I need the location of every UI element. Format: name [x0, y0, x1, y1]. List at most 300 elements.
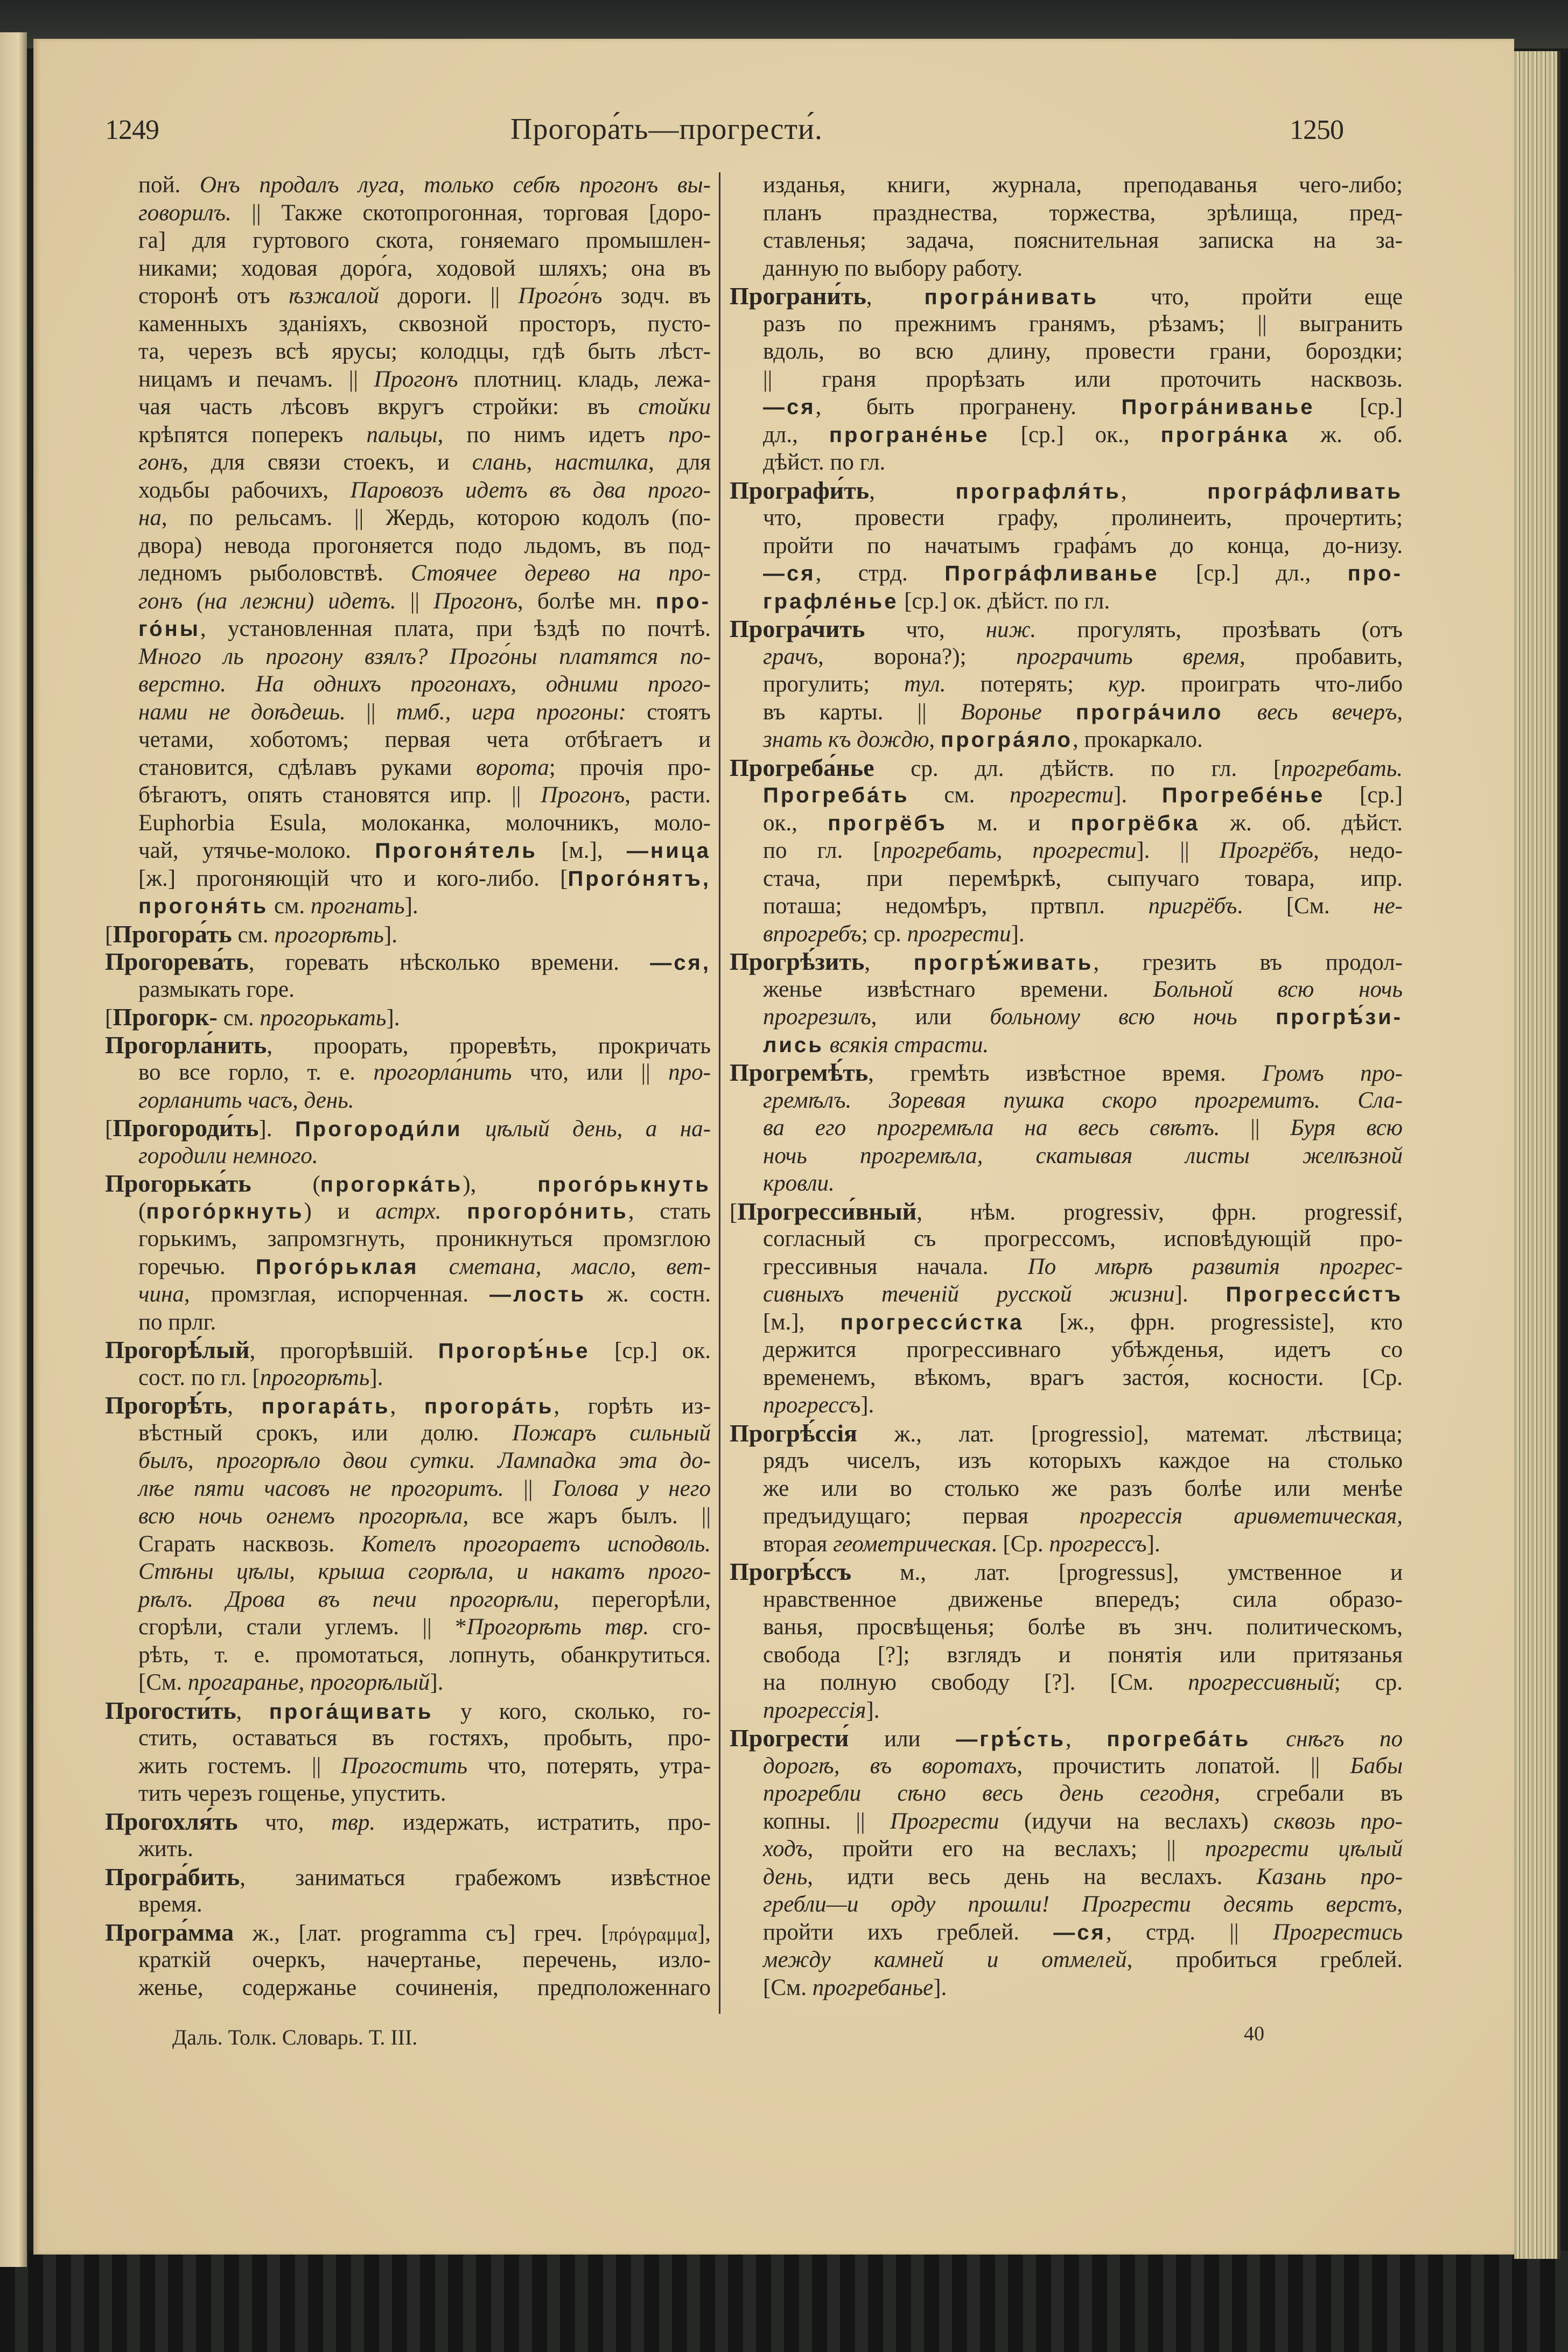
text: что, или ||: [512, 1060, 669, 1085]
italic-text: сквозь про-: [1273, 1808, 1403, 1834]
italic-text: прогорѣть: [260, 1364, 370, 1390]
text: по прлг.: [138, 1309, 216, 1335]
entry-line: [105, 559, 711, 587]
text: , нѣм. progressiv, фрн. progressif,: [916, 1199, 1403, 1225]
entry-line: [730, 1891, 1403, 1919]
headword: Прогресси́вный: [737, 1197, 917, 1225]
entry-line: [730, 421, 1403, 449]
italic-text: сметана, масло, вет-: [449, 1254, 711, 1279]
headword: Прогорева́ть: [105, 948, 249, 975]
text: предъидущаго; первая: [763, 1503, 1080, 1529]
italic-text: Прогонъ: [433, 588, 518, 614]
entry-start-line: [105, 1697, 711, 1725]
italic-text: Прогонъ: [541, 782, 625, 808]
entry-line: [105, 310, 711, 338]
italic-text: прогорькать: [260, 1005, 387, 1031]
text: ].: [386, 1005, 400, 1031]
entry-line: [730, 1253, 1403, 1281]
text: [ср.]: [1314, 394, 1403, 419]
italic-text: По мѣрѣ развитiя прогрес-: [1027, 1254, 1403, 1279]
text: рѣть, т. е. промотаться, лопнуть, обанкрутиться.: [138, 1642, 711, 1668]
entry-line: [730, 1031, 1403, 1059]
bold-form: Прогресси́стъ: [1226, 1283, 1403, 1306]
italic-text: лѣе пяти часовъ не прогоритъ.: [138, 1475, 504, 1501]
text: ,: [390, 1394, 424, 1419]
text: , пробавить,: [1240, 643, 1403, 669]
entry-line: [105, 1586, 711, 1614]
bold-form: —ся,: [650, 951, 711, 975]
italic-text: Прогрестись: [1272, 1919, 1403, 1945]
entry-start-line: [730, 1558, 1403, 1586]
text: ходьбы рабочихъ,: [138, 477, 351, 503]
bold-form: програ́фливать: [1207, 479, 1403, 503]
entry-start-line: [105, 1114, 711, 1142]
entry-line: [105, 1530, 711, 1558]
text: , недо-: [1313, 838, 1403, 863]
bold-form: програне́нье: [829, 423, 990, 447]
text: [м.],: [537, 838, 627, 863]
text: см.: [909, 782, 1010, 808]
bold-form: прогрёбка: [1070, 811, 1200, 835]
headword: Програ́мма: [105, 1918, 234, 1946]
text: , прогорѣвшiй.: [249, 1338, 438, 1363]
text: горечью.: [138, 1254, 256, 1279]
entry-line: [730, 1142, 1403, 1170]
entry-line: [730, 1170, 1403, 1198]
text: . [См.: [1237, 893, 1374, 919]
italic-text: астрх.: [375, 1198, 442, 1224]
entry-line: [730, 255, 1403, 283]
text: дл.,: [763, 422, 829, 447]
bold-form: прогрѣ́зи-: [1275, 1005, 1403, 1029]
italic-text: Громъ про-: [1262, 1061, 1403, 1086]
italic-text: про-: [668, 1060, 711, 1085]
text: , стрд. ||: [1105, 1919, 1273, 1945]
italic-text: дорогѣ, въ воротахъ: [763, 1753, 1017, 1779]
italic-text: слань: [472, 450, 527, 475]
text: ) и: [304, 1198, 376, 1224]
italic-text: на: [138, 505, 162, 530]
entry-line: [105, 1419, 711, 1447]
text: ].: [1114, 782, 1162, 808]
text: свобода [?]; взглядъ и понятiя или притязанья: [763, 1642, 1403, 1668]
entry-line: [105, 449, 711, 477]
text: ].: [933, 1975, 947, 2000]
entry-line: [730, 865, 1403, 893]
text: размыкать горе.: [138, 976, 295, 1002]
entry-line: [105, 1891, 711, 1919]
text: см.: [217, 1005, 260, 1031]
bold-form: прогоня́ть: [138, 894, 269, 918]
entry-line: [730, 1447, 1403, 1475]
italic-text: больному всю ночь: [990, 1004, 1237, 1030]
text: [ср.] ок.: [590, 1338, 711, 1363]
page-number-left: 1249: [105, 115, 159, 145]
entry-line: [730, 1364, 1403, 1392]
entry-line: [730, 976, 1403, 1004]
italic-text: нами не доѣдешь.: [138, 699, 346, 725]
bold-form: прогоро́нить: [467, 1199, 628, 1223]
text: Euphorbia Esula, молоканка, молочникъ, моло-: [138, 810, 711, 836]
italic-text: прогрессiя: [763, 1697, 866, 1723]
entry-line: [730, 1641, 1403, 1669]
text: (: [251, 1172, 320, 1197]
text: , горевать нѣсколько времени.: [248, 950, 650, 975]
running-title-text: Прогора́ть—прогрести́.: [510, 113, 823, 146]
text: что, пройти еще: [1098, 284, 1403, 310]
italic-text: гремѣлъ. Зоревая пушка скоро прогремитъ. Сла-: [763, 1087, 1403, 1113]
text: согласный съ прогрессомъ, исповѣдующiй про-: [763, 1226, 1403, 1251]
text: м. и: [947, 810, 1071, 836]
bold-form: прого́рькнуть: [537, 1173, 711, 1196]
entry-line: [105, 1225, 711, 1253]
column-divider: [719, 172, 720, 2014]
text: сгорѣли, стали углемъ. || *: [138, 1614, 467, 1640]
text: [1237, 1004, 1276, 1030]
text: ].: [1146, 1531, 1160, 1557]
italic-text: Казань про-: [1256, 1864, 1403, 1889]
entry-line: [105, 726, 711, 754]
text: ],: [697, 1920, 711, 1946]
entry-line: [730, 1613, 1403, 1641]
entry-line: [105, 1087, 711, 1115]
text: ].: [1174, 1282, 1226, 1307]
text: вторая: [763, 1531, 834, 1557]
italic-text: городили немного.: [138, 1143, 318, 1168]
text: , горѣть из-: [554, 1394, 711, 1419]
headword: Прогора́ть: [113, 920, 232, 948]
italic-text: Прогорѣть твр.: [466, 1614, 649, 1640]
text: [См.: [763, 1975, 813, 2000]
entry-start-line: [730, 1724, 1403, 1752]
italic-text: прогнать: [310, 893, 405, 919]
text: ,: [236, 1698, 269, 1724]
entry-line: [730, 171, 1403, 199]
text: ||: [503, 1475, 552, 1501]
text: , все жаръ былъ. ||: [463, 1503, 711, 1529]
italic-text: ва его прогремѣла на весь свѣтъ.: [763, 1115, 1220, 1140]
sheet-number: 40: [1244, 2022, 1264, 2045]
text: въ карты. ||: [763, 699, 961, 725]
text: сост. по гл. [: [138, 1364, 260, 1390]
entry-line: [105, 1613, 711, 1641]
text: время.: [138, 1892, 202, 1917]
text: стить, оставаться въ гостяхъ, пробыть, про-: [138, 1725, 711, 1751]
text: дороги. ||: [379, 283, 519, 309]
text: временемъ, вѣкомъ, врагъ засто́я, косности. [Ср.: [763, 1364, 1403, 1390]
text: ||: [345, 699, 396, 725]
entry-line: [730, 1752, 1403, 1780]
text: ставленья; задача, пояснительная записка на за-: [763, 228, 1403, 253]
text: ж., лат. [progressio], математ. лѣствица;: [857, 1421, 1403, 1447]
text: , грезить въ продол-: [1093, 950, 1403, 975]
entry-line: [105, 1198, 711, 1226]
italic-text: знать къ дождю: [763, 727, 929, 752]
italic-text: цѣлый день, а на-: [485, 1116, 711, 1142]
text: ,: [227, 1394, 262, 1419]
headword: Прогрѣ́зить: [730, 948, 865, 975]
entry-line: [105, 1502, 711, 1530]
bold-form: про-: [655, 589, 711, 613]
entry-line: [105, 865, 711, 893]
entry-start-line: [730, 1059, 1403, 1087]
italic-text: прогрессiя ариѳметическая,: [1079, 1503, 1403, 1529]
italic-text: прогаранье, прогорѣлый: [187, 1670, 430, 1695]
text: , для связи стоекъ, и: [182, 450, 472, 475]
headword: Прогорѣ́ть: [105, 1391, 228, 1419]
entry-start-line: [730, 282, 1403, 310]
entry-line: [105, 698, 711, 726]
text: га] для гуртового скота, гоняемаго промышлен-: [138, 228, 711, 253]
entry-line: [730, 670, 1403, 698]
text: прогулить;: [763, 671, 905, 697]
headword: Прогреба́нье: [730, 753, 874, 781]
text: , установленная плата, при ѣздѣ по почтѣ.: [200, 616, 711, 641]
headword: Прогрѣ́ссiя: [730, 1419, 857, 1447]
italic-text: Онъ продалъ луга, только себѣ прогонъ вы-: [199, 172, 711, 198]
text: [442, 1199, 467, 1224]
text: вдоль, во всю длину, провести грани, бороздки;: [763, 339, 1403, 364]
text: || Также скотопрогонная, торговая [доро-: [231, 200, 711, 226]
text: плотниц. кладь, лежа-: [458, 366, 711, 392]
text: ванья, просвѣщенья; болѣе въ знч. политическомъ,: [763, 1614, 1403, 1640]
bold-form: Прогороди́ли: [295, 1117, 463, 1141]
text: что,: [237, 1809, 332, 1835]
bold-form: —ся: [763, 395, 816, 419]
entry-line: [105, 976, 711, 1004]
text: , пробиться греблей.: [1126, 1947, 1403, 1972]
entry-line: [730, 1475, 1403, 1503]
italic-text: всю ночь огнемъ прогорѣла: [138, 1503, 463, 1529]
entry-line: [105, 421, 711, 449]
text: , гремѣть извѣстное время.: [868, 1061, 1263, 1086]
entry-line: [105, 1641, 711, 1669]
text: планъ празднества, торжества, зрѣлища, пред-: [763, 200, 1403, 226]
entry-line: [730, 1530, 1403, 1558]
text: ]. ||: [1136, 838, 1220, 863]
text: горькимъ, запромзгнуть, проникнуться промзглою: [138, 1226, 711, 1251]
bold-form: графле́нье: [763, 589, 899, 613]
bold-form: Прогреба́ть: [763, 783, 909, 807]
text: , промзглая, испорченная.: [184, 1282, 489, 1307]
text: , идти весь день на веслахъ.: [807, 1864, 1257, 1889]
entry-line: [105, 255, 711, 283]
entry-line: [105, 670, 711, 698]
text: ].: [369, 1364, 383, 1390]
text: ,: [526, 450, 555, 475]
text: , по нимъ идетъ: [437, 422, 669, 447]
entry-line: [730, 837, 1403, 865]
italic-text: Прогонъ: [374, 366, 458, 392]
text: жить гостемъ. ||: [138, 1753, 341, 1779]
page-number-right: 1250: [1290, 115, 1343, 145]
headword: Програ́бить: [105, 1863, 240, 1891]
text: женье извѣстнаго времени.: [763, 976, 1153, 1002]
headword: Прогости́ть: [105, 1696, 236, 1724]
italic-text: прогребли сѣно весь день сегодня: [763, 1781, 1215, 1806]
text: [ср.] ок.,: [989, 422, 1161, 447]
bold-form: Прогребе́нье: [1161, 783, 1325, 807]
italic-text: ходъ: [763, 1836, 808, 1861]
entry-line: [105, 1059, 711, 1087]
bold-form: Прогорѣ́нье: [438, 1339, 590, 1363]
entry-line: [105, 1142, 711, 1170]
bold-form: прогреба́ть: [1107, 1727, 1251, 1751]
headword: Програни́ть: [730, 282, 866, 310]
greek-text: πρόγραμμα: [608, 1923, 697, 1945]
italic-text: прогрессивный: [1188, 1670, 1334, 1695]
entry-line: [730, 1974, 1403, 2002]
text: рядъ чиселъ, изъ которыхъ каждое на столько: [763, 1448, 1403, 1473]
right-column: [730, 171, 1403, 2001]
headword: Програ́чить: [730, 615, 865, 642]
entry-line: [730, 1308, 1403, 1336]
entry-line: [105, 1253, 711, 1281]
entry-start-line: [730, 615, 1403, 643]
text: [См.: [138, 1670, 188, 1695]
headword: Прогрести́: [730, 1724, 849, 1752]
text: прогулять, прозѣвать (отъ: [1036, 617, 1403, 642]
entry-line: [105, 1835, 711, 1863]
entry-line: [730, 1863, 1403, 1891]
text: ср. дл. дѣйств. по гл. [: [874, 755, 1282, 781]
italic-text: Буря всю: [1290, 1115, 1403, 1140]
bold-form: —ся: [1053, 1920, 1106, 1944]
italic-text: сивныхъ теченiй русской жизни: [763, 1282, 1175, 1307]
entry-line: [105, 171, 711, 199]
entry-line: [105, 1724, 711, 1752]
entry-start-line: [105, 1170, 711, 1198]
italic-text: Пожаръ сильный: [512, 1420, 711, 1446]
entry-start-line: [105, 1336, 711, 1364]
headword: Прогорѣ́лый: [105, 1336, 250, 1363]
text: [1223, 699, 1257, 725]
italic-text: гонъ (на лежни) идетъ.: [138, 588, 396, 614]
text: женье, содержанье сочиненiя, предположеннаго: [138, 1975, 711, 2000]
bold-form: —грѣ́сть: [956, 1727, 1066, 1751]
entry-line: [730, 504, 1403, 532]
text: пройти по начатымъ графа́мъ до конца, до-низу.: [763, 533, 1403, 558]
italic-text: ворота: [476, 754, 549, 780]
entry-line: [730, 643, 1403, 671]
entry-line: [730, 227, 1403, 255]
italic-text: былъ, прогорѣло двои сутки. Лампадка эта до-: [138, 1448, 711, 1473]
headword: Прографи́ть: [730, 476, 870, 504]
italic-text: Котелъ прогораетъ исподволь.: [361, 1531, 711, 1557]
text: [ср.]: [1325, 782, 1403, 808]
italic-text: прогребать, прогрести: [880, 838, 1137, 863]
text: [824, 1032, 830, 1058]
entry-start-line: [730, 754, 1403, 782]
entry-line: [730, 587, 1403, 615]
text: или: [849, 1726, 956, 1752]
text: [: [105, 922, 113, 948]
text: поташа; недомѣръ, пртвпл.: [763, 893, 1149, 919]
bold-form: прогрёбъ: [828, 811, 947, 835]
text: , стать: [628, 1198, 711, 1224]
entry-line: [105, 1558, 711, 1586]
entry-line: [730, 1391, 1403, 1419]
text: становится, сдѣлавъ руками: [138, 754, 477, 780]
text: ||: [1220, 1115, 1291, 1140]
text: дѣйст. по гл.: [763, 450, 886, 475]
text: , прокаркало.: [1072, 727, 1203, 752]
italic-text: Больной всю ночь: [1153, 976, 1403, 1002]
text: ок.,: [763, 810, 828, 836]
text: во все горло, т. е.: [138, 1060, 374, 1085]
entry-line: [730, 366, 1403, 394]
entry-start-line: [105, 1031, 711, 1059]
text: [ж., фрн. progressiste], кто: [1024, 1309, 1403, 1335]
entry-line: [105, 199, 711, 227]
bold-form: —ся: [763, 562, 816, 585]
text: ,: [1121, 478, 1208, 504]
italic-text: впрогребъ: [763, 921, 862, 947]
italic-text: прогрезилъ: [763, 1004, 871, 1030]
bold-form: Прого́рьклая: [255, 1255, 419, 1279]
text: , сгребали въ: [1214, 1781, 1403, 1806]
entry-line: [105, 615, 711, 643]
entry-start-line: [105, 920, 711, 948]
text: издержать, истратить, про-: [375, 1809, 711, 1835]
italic-text: прогребанье: [812, 1975, 934, 2000]
entry-line: [105, 809, 711, 837]
entry-line: [730, 449, 1403, 477]
text: сго-: [649, 1614, 711, 1640]
text: [м.],: [763, 1309, 841, 1335]
bold-form: програ́нивать: [924, 285, 1099, 309]
text: . [Ср.: [991, 1531, 1049, 1557]
entry-line: [105, 1669, 711, 1697]
text: по гл. [: [763, 838, 881, 863]
entry-start-line: [730, 477, 1403, 505]
entry-line: [105, 754, 711, 782]
signature-line: Даль. Толк. Словарь. Т. III.: [172, 2025, 418, 2049]
entry-line: [105, 282, 711, 310]
italic-text: стойки: [638, 394, 711, 419]
headword: Прогорла́нить: [105, 1031, 267, 1059]
italic-text: тмб., игра прогоны:: [396, 699, 626, 725]
entry-line: [105, 1780, 711, 1808]
italic-text: ѣзжалой: [289, 283, 380, 309]
entry-line: [730, 1114, 1403, 1142]
text: ].: [258, 1116, 296, 1142]
background-bottom: [0, 2251, 1568, 2352]
text: пройти ихъ греблей.: [763, 1919, 1054, 1945]
italic-text: прогрести цѣлый: [1205, 1836, 1403, 1861]
text: [: [105, 1005, 113, 1031]
text: данную по выбору работу.: [763, 255, 1023, 281]
bold-form: Прого́нятъ,: [568, 866, 711, 891]
text: ж. состн.: [586, 1282, 711, 1307]
italic-text: между камней и отмелей: [763, 1947, 1127, 1972]
text: , проорать, проревѣть, прокричать: [267, 1033, 711, 1059]
text: что, провести графу, пролинеить, прочертить;: [763, 505, 1403, 530]
text: грессивныя начала.: [763, 1254, 1028, 1279]
italic-text: Прогостить: [341, 1753, 468, 1779]
entry-line: [730, 310, 1403, 338]
text: каменныхъ зданiяхъ, сквозной просторъ, пусто-: [138, 311, 711, 337]
text: потерять;: [946, 671, 1109, 697]
text: , по рельсамъ. || Жердь, которою кодолъ (по-: [161, 505, 711, 530]
text: (: [138, 1198, 146, 1224]
headword: Прогремѣ́ть: [730, 1059, 869, 1086]
text: ].: [1011, 921, 1025, 947]
text: , для: [648, 450, 711, 475]
italic-text: Прогрести: [890, 1808, 999, 1834]
text: тить черезъ гощенье, упустить.: [138, 1781, 446, 1806]
italic-text: про-: [668, 422, 711, 447]
